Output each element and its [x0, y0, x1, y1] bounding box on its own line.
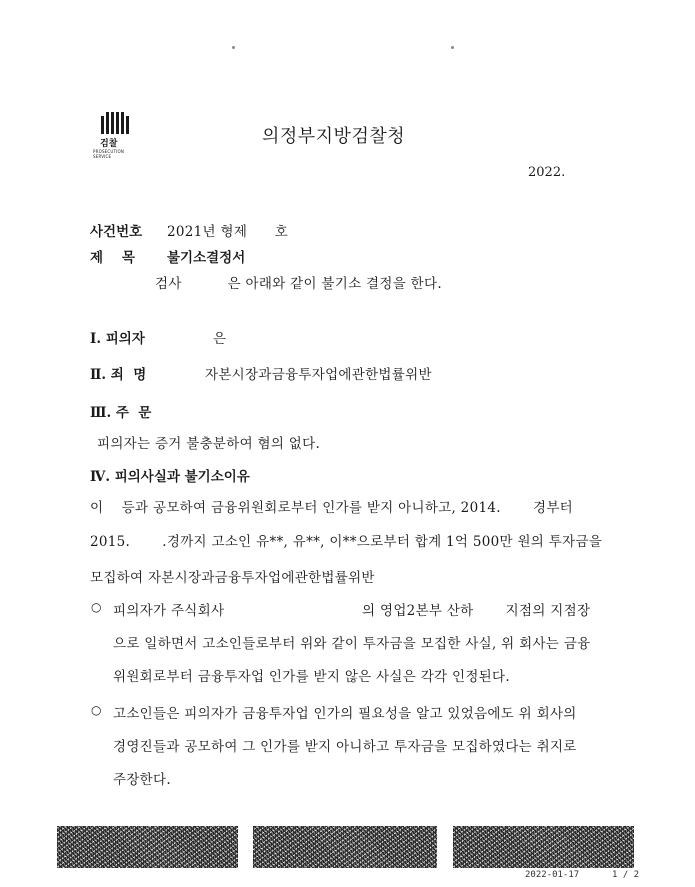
bullet-line: 으로 일하면서 고소인들로부터 위와 같이 투자금을 모집한 사실, 위 회사는 금융 [113, 636, 591, 652]
scan-speck [451, 46, 454, 49]
bullet-line: 주장한다. [113, 772, 171, 788]
bullet-circle-icon: ○ [91, 600, 102, 614]
decision-intro: 검사 은 아래와 같이 불기소 결정을 한다. [155, 276, 442, 292]
suspect-value: 은 [213, 331, 227, 347]
footer-date: 2022-01-17 [525, 870, 580, 880]
scan-speck [232, 46, 235, 49]
redaction-noise-block [253, 826, 437, 868]
facts-label: Ⅳ. 피의사실과 불기소이유 [90, 469, 250, 485]
bullet-line: 피의자가 주식회사 의 영업2본부 산하 지점의 지점장 [113, 603, 591, 619]
redaction-noise-block [453, 826, 634, 868]
bullet-line: 고소인들은 피의자가 금융투자업 인가의 필요성을 알고 있었음에도 위 회사의 [113, 706, 577, 722]
document-date: 2022. [528, 165, 566, 180]
prosecution-logo [93, 112, 143, 162]
facts-line: 모집하여 자본시장과금융투자업에관한법률위반 [90, 570, 375, 586]
disposition-label: Ⅲ. 주 문 [90, 405, 152, 421]
page-number: 1 / 2 [612, 870, 640, 880]
bullet-circle-icon: ○ [91, 703, 102, 717]
suspect-label: Ⅰ. 피의자 [90, 331, 145, 347]
subject-value: 불기소결정서 [167, 250, 246, 266]
case-number-label: 사건번호 [90, 224, 143, 240]
charge-value: 자본시장과금융투자업에관한법률위반 [205, 367, 432, 383]
agency-title: 의정부지방검찰청 [262, 126, 406, 147]
facts-line: 이 등과 공모하여 금융위원회로부터 인가를 받지 아니하고, 2014. 경부터 [90, 500, 573, 516]
disposition-value: 피의자는 증거 불충분하여 혐의 없다. [97, 436, 321, 452]
bullet-line: 경영진들과 공모하여 그 인가를 받지 아니하고 투자금을 모집하였다는 취지로 [113, 739, 577, 755]
subject-label: 제 목 [90, 250, 135, 266]
logo-bars-icon [101, 112, 143, 134]
case-number-value: 2021년 형제 호 [167, 224, 289, 240]
logo-text-en: PROSECUTION SERVICE [93, 149, 125, 159]
charge-label: Ⅱ. 죄 명 [90, 367, 147, 383]
bullet-line: 위원회로부터 금융투자업 인가를 받지 않은 사실은 각각 인정된다. [113, 669, 510, 685]
logo-text-ko: 검찰 [100, 139, 118, 149]
redaction-noise-block [57, 826, 238, 868]
facts-line: 2015. .경까지 고소인 유**, 유**, 이**으로부터 합계 1억 500만 원의 투자금을 [90, 534, 603, 550]
